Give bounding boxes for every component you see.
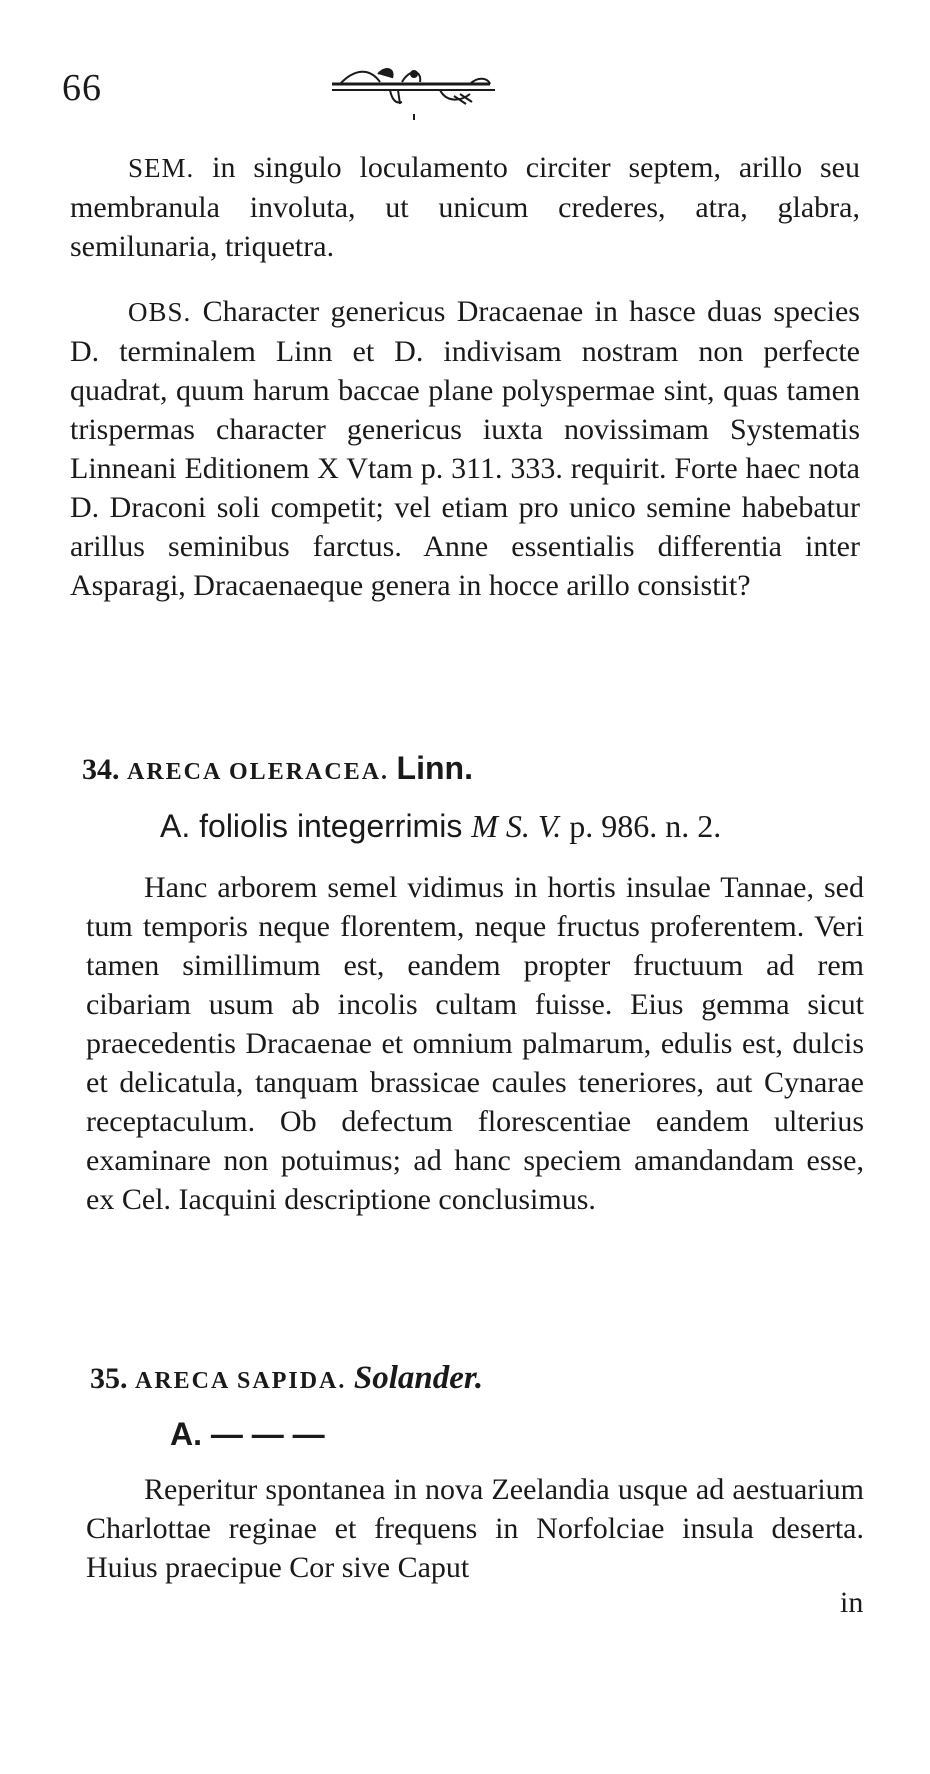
section-34-diagnosis-ref: p. 986. n. 2. <box>561 808 722 844</box>
catchword: in <box>840 1586 864 1619</box>
section-34-diagnosis-main: A. foliolis integerrimis <box>160 808 472 844</box>
section-34-genus: ARECA OLERACEA. <box>127 759 390 785</box>
section-34-paragraph <box>86 868 864 1219</box>
obs-text: Character genericus Dracaenae in hasce duas species D. terminalem Linn et D. indivisam nostram non perfecte quadrat, quum harum baccae plane polyspermae sint, quas tamen trispermas character genericus iuxta novissimam Systematis Linneani Editionem X Vtam p. 311. 333. requirit. Forte haec nota D. Draconi soli competit; vel etiam pro unico semine habebatur arillus seminibus farctus. Anne essentialis differentia inter Asparagi, Dracaenaeque genera in hocce arillo consistit? <box>70 295 860 602</box>
section-35-text: Reperitur spontanea in nova Zeelandia usque ad aestuarium Charlottae reginae et frequens in Norfolciae insula deserta. Huius praecipue Cor sive Caput <box>86 1473 864 1584</box>
page-number: 66 <box>62 67 102 109</box>
section-35-diagnosis <box>170 1416 325 1453</box>
floral-vine-ornament-icon <box>330 62 500 122</box>
section-35-heading <box>90 1360 483 1397</box>
section-34-text: Hanc arborem semel vidimus in hortis insulae Tannae, sed tum temporis neque florentem, neque fructus proferentem. Veri tamen simillimum est, eandem propter fructuum ad rem cibariam usum ab incolis cultam fuisse. Eius gemma sicut praecedentis Dracaenae et omnium palmarum, edulis est, dulcis et delicatula, tanquam brassicae caules teneriores, aut Cynarae receptaculum. Ob defectum florescentiae eandem ulterius examinare non potuimus; ad hanc speciem amandandam esse, ex Cel. Iacquini descriptione conclusimus. <box>86 871 864 1216</box>
obs-paragraph <box>70 292 860 605</box>
section-34-number: 34. <box>82 753 120 786</box>
sem-text: in singulo loculamento circiter septem, arillo seu membranula involuta, ut unicum crederes, atra, glabra, semilunaria, triquetra. <box>70 151 860 263</box>
section-35-author: Solander. <box>353 1360 484 1396</box>
section-34-heading <box>82 750 473 787</box>
obs-label: OBS. <box>128 297 192 327</box>
section-34-diagnosis <box>160 808 721 845</box>
section-35-paragraph <box>86 1470 864 1587</box>
sem-label: SEM. <box>128 153 195 183</box>
section-34-diagnosis-ref-italic: M S. V. <box>471 808 562 844</box>
sem-paragraph <box>70 148 860 266</box>
section-35-diagnosis-text: A. — — — <box>170 1416 325 1452</box>
section-35-genus: ARECA SAPIDA. <box>135 1368 347 1394</box>
section-35-number: 35. <box>90 1362 128 1395</box>
section-34-author: Linn. <box>396 750 473 786</box>
